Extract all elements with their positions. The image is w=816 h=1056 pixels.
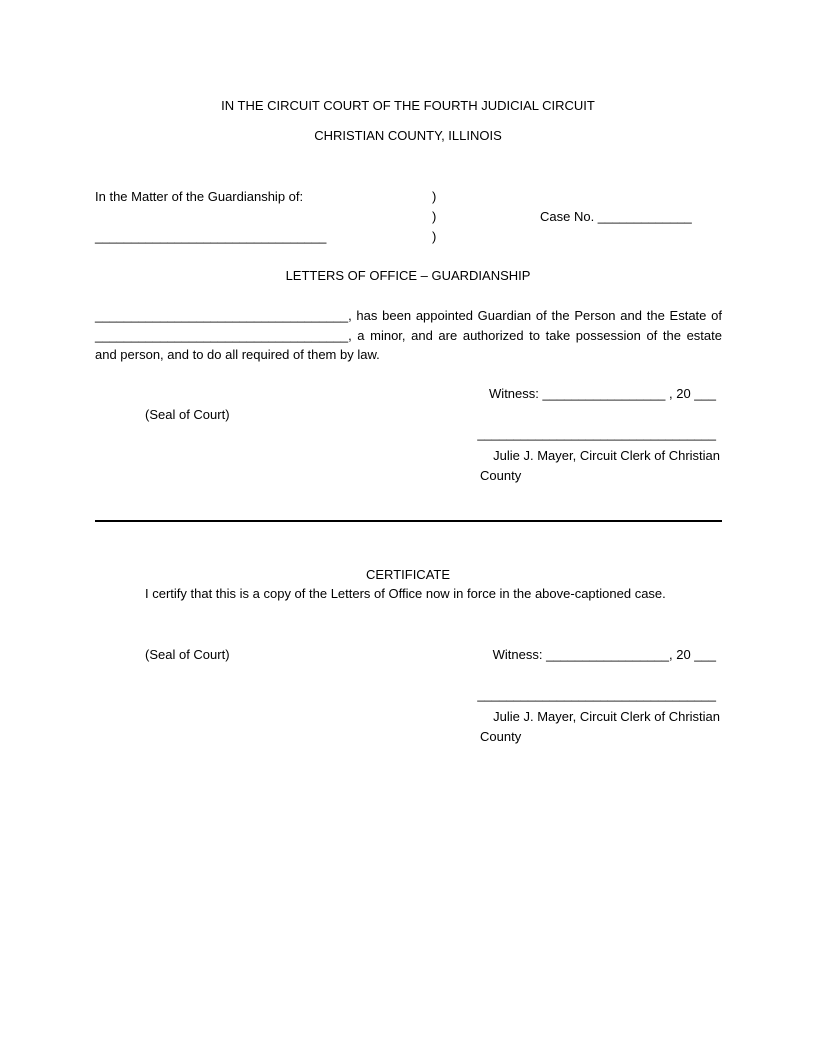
letters-witness: Witness: _________________ , 20 ___ [489, 386, 716, 401]
letters-clerk-county: County [480, 468, 522, 483]
certificate-signature-line: _________________________________ [477, 687, 716, 702]
caption-paren-3: ) [432, 229, 437, 244]
county-heading: CHRISTIAN COUNTY, ILLINOIS [314, 128, 502, 143]
certificate-clerk-block [480, 707, 720, 747]
certificate-statement: I certify that this is a copy of the Letters of Office now in force in the above-captioned case. [145, 586, 666, 601]
certificate-clerk-county: County [480, 729, 522, 744]
guardian-name-blank: ___________________________________ [95, 308, 349, 323]
letters-title: LETTERS OF OFFICE – GUARDIANSHIP [285, 268, 531, 283]
certificate-seal: (Seal of Court) [145, 647, 230, 662]
letters-line-1: , has been appointed Guardian of the Person and the Estate of [348, 308, 722, 323]
letters-line-3: and person, and to do all required of them by law. [95, 347, 380, 362]
caption-paren-2: ) [432, 209, 437, 224]
letters-signature-line: _________________________________ [477, 426, 716, 441]
letters-seal: (Seal of Court) [145, 407, 230, 422]
matter-label: In the Matter of the Guardianship of: [95, 189, 304, 204]
letters-clerk-name: Julie J. Mayer, Circuit Clerk of Christian [493, 448, 720, 463]
caption-paren-1: ) [432, 189, 437, 204]
certificate-title: CERTIFICATE [365, 567, 451, 582]
letters-clerk-block [480, 446, 720, 486]
court-heading: IN THE CIRCUIT COURT OF THE FOURTH JUDICIAL CIRCUIT [221, 98, 595, 113]
minor-name-blank: ___________________________________ [95, 327, 349, 343]
certificate-witness: Witness: _________________, 20 ___ [492, 647, 716, 662]
letters-line-2: , a minor, and are authorized to take possession of the estate [348, 327, 722, 343]
case-number: Case No. _____________ [540, 209, 692, 224]
ward-name-blank: ________________________________ [95, 229, 327, 244]
section-divider [95, 520, 722, 522]
certificate-clerk-name: Julie J. Mayer, Circuit Clerk of Christian [493, 709, 720, 724]
letters-body [95, 306, 722, 365]
